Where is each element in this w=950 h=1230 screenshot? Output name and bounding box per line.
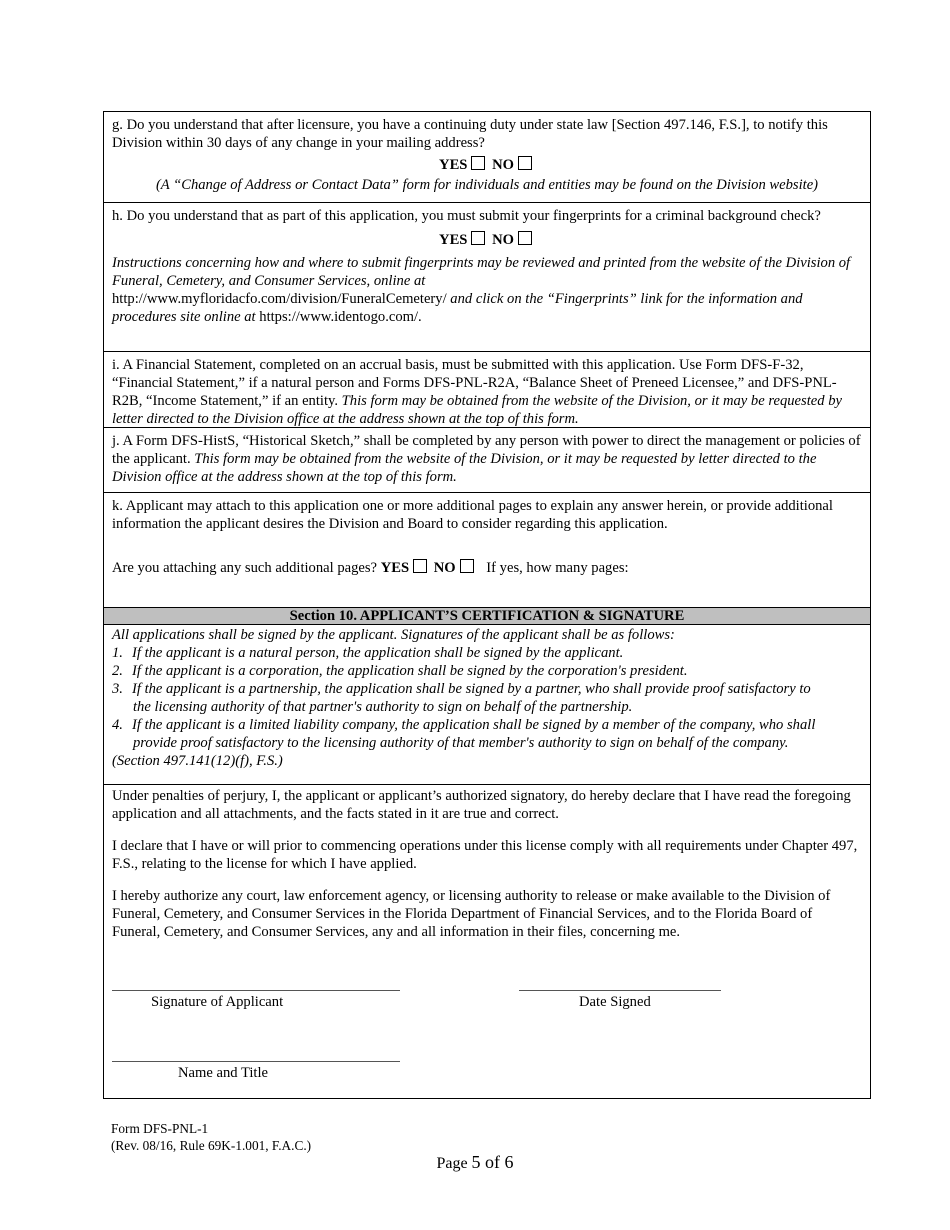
question-k-yes-checkbox[interactable] [413,559,427,573]
question-j-italic: This form may be obtained from the website of the Division, or it may be requested by letter directed to the Division office at the address shown at the top of this form. [112,451,817,485]
signature-line[interactable] [112,990,400,991]
signature-rule-4-cont: provide proof satisfactory to the licensing authority of that member's authority to sign on behalf of the company. [133,735,789,751]
question-k [104,493,870,607]
question-k-question: Are you attaching any such additional pages? [112,560,378,576]
form-footer [111,1120,311,1154]
certification-p2: I declare that I have or will prior to commencing operations under this license comply with all requirements under Chapter 497, F.S., relating to the license for which I have applied. [112,838,858,872]
page-of: 5 of 6 [471,1152,514,1172]
signature-rule-1: 1. If the applicant is a natural person, the application shall be signed by the applicant. [112,645,624,661]
question-g-yes-checkbox[interactable] [471,156,485,170]
question-k-text: k. Applicant may attach to this application one or more additional pages to explain any answer herein, or provide additional information the applicant desires the Division and Board to consider regarding this application. [112,498,833,532]
page-number [0,1152,950,1173]
signature-rule-4: 4. If the applicant is a limited liability company, the application shall be signed by a member of the company, who shall [112,717,816,733]
question-h-instr-2: and click on the “Fingerprints” link for the information and procedures site online at [112,291,803,325]
fingerprint-url[interactable]: http://www.myfloridacfo.com/division/FuneralCemetery/ [112,291,447,307]
question-h-text: h. Do you understand that as part of this application, you must submit your fingerprints for a criminal background check? [112,208,821,224]
signature-rules [104,625,870,785]
page-prefix: Page [436,1155,472,1172]
form-frame [103,111,871,1099]
date-line[interactable] [519,990,721,991]
question-g [104,112,870,203]
form-revision: (Rev. 08/16, Rule 69K-1.001, F.A.C.) [111,1138,312,1153]
signature-rules-citation: (Section 497.141(12)(f), F.S.) [112,753,283,769]
identogo-url[interactable]: https://www.identogo.com/. [259,309,422,325]
signature-rules-intro: All applications shall be signed by the applicant. Signatures of the applicant shall be as follows: [112,627,675,643]
question-j [104,428,870,493]
question-g-text: g. Do you understand that after licensure, you have a continuing duty under state law [Section 497.146, F.S.], to notify this Division within 30 days of any change in your mailing address? [112,117,828,151]
certification-p3: I hereby authorize any court, law enforcement agency, or licensing authority to release or make available to the Division of Funeral, Cemetery, and Consumer Services in the Florida Department of Financial Services, and to the Florida Board of Funeral, Cemetery, and Consumer Services, any and all information in their files, concerning me. [112,888,831,940]
question-g-note: (A “Change of Address or Contact Data” form for individuals and entities may be found on the Division website) [155,177,819,193]
question-h-yes-no [112,231,862,249]
question-k-attach-row [112,559,862,577]
form-number: Form DFS-PNL-1 [111,1121,209,1136]
question-h-instr-1: Instructions concerning how and where to submit fingerprints may be reviewed and printed from the website of the Division of Funeral, Cemetery, and Consumer Services, online at [112,255,851,289]
question-i-main: i. A Financial Statement, completed on an accrual basis, must be submitted with this application. Use Form DFS-F-32, “Financial Statement,” if a natural person and Forms DFS-PNL-R2A, “Balance Sheet of Preneed Licensee,” and DFS-PNL-R2B, “Income Statement,” if an entity. [112,357,837,409]
signature-rule-3: 3. If the applicant is a partnership, the application shall be signed by a partner, who shall provide proof satisfactory to [112,681,811,697]
question-h-instructions [112,254,862,326]
question-k-how-many: If yes, how many pages: [486,560,629,576]
question-i-text [112,356,862,428]
question-k-no-checkbox[interactable] [460,559,474,573]
question-g-yes-label: YES [439,157,468,173]
section-10-header: Section 10. APPLICANT’S CERTIFICATION & SIGNATURE [104,607,870,625]
question-h [104,203,870,352]
signature-rule-2: 2. If the applicant is a corporation, the application shall be signed by the corporation's president. [112,663,688,679]
question-j-text [112,432,862,486]
question-i-italic: This form may be obtained from the website of the Division, or it may be requested by letter directed to the Division office at the address shown at the top of this form. [112,393,842,427]
question-k-no-label: NO [433,560,456,576]
question-i [104,352,870,428]
question-h-yes-label: YES [439,232,468,248]
certification-block [104,785,870,1100]
question-h-yes-checkbox[interactable] [471,231,485,245]
question-g-yes-no [112,156,862,174]
question-g-no-label: NO [492,157,514,173]
signature-label: Signature of Applicant [151,994,284,1010]
question-h-no-checkbox[interactable] [518,231,532,245]
signature-rule-3-cont: the licensing authority of that partner's authority to sign on behalf of the partnership. [133,699,633,715]
name-title-line[interactable] [112,1061,400,1062]
question-j-main: j. A Form DFS-HistS, “Historical Sketch,” shall be completed by any person with power to direct the management or policies of the applicant. [112,433,861,467]
question-g-no-checkbox[interactable] [518,156,532,170]
name-title-label: Name and Title [178,1065,268,1081]
question-k-yes-label: YES [380,560,410,576]
certification-p1: Under penalties of perjury, I, the applicant or applicant’s authorized signatory, do hereby declare that I have read the foregoing application and all attachments, and the facts stated in it are true and correct. [112,788,851,822]
question-h-no-label: NO [492,232,514,248]
date-label: Date Signed [579,994,651,1010]
